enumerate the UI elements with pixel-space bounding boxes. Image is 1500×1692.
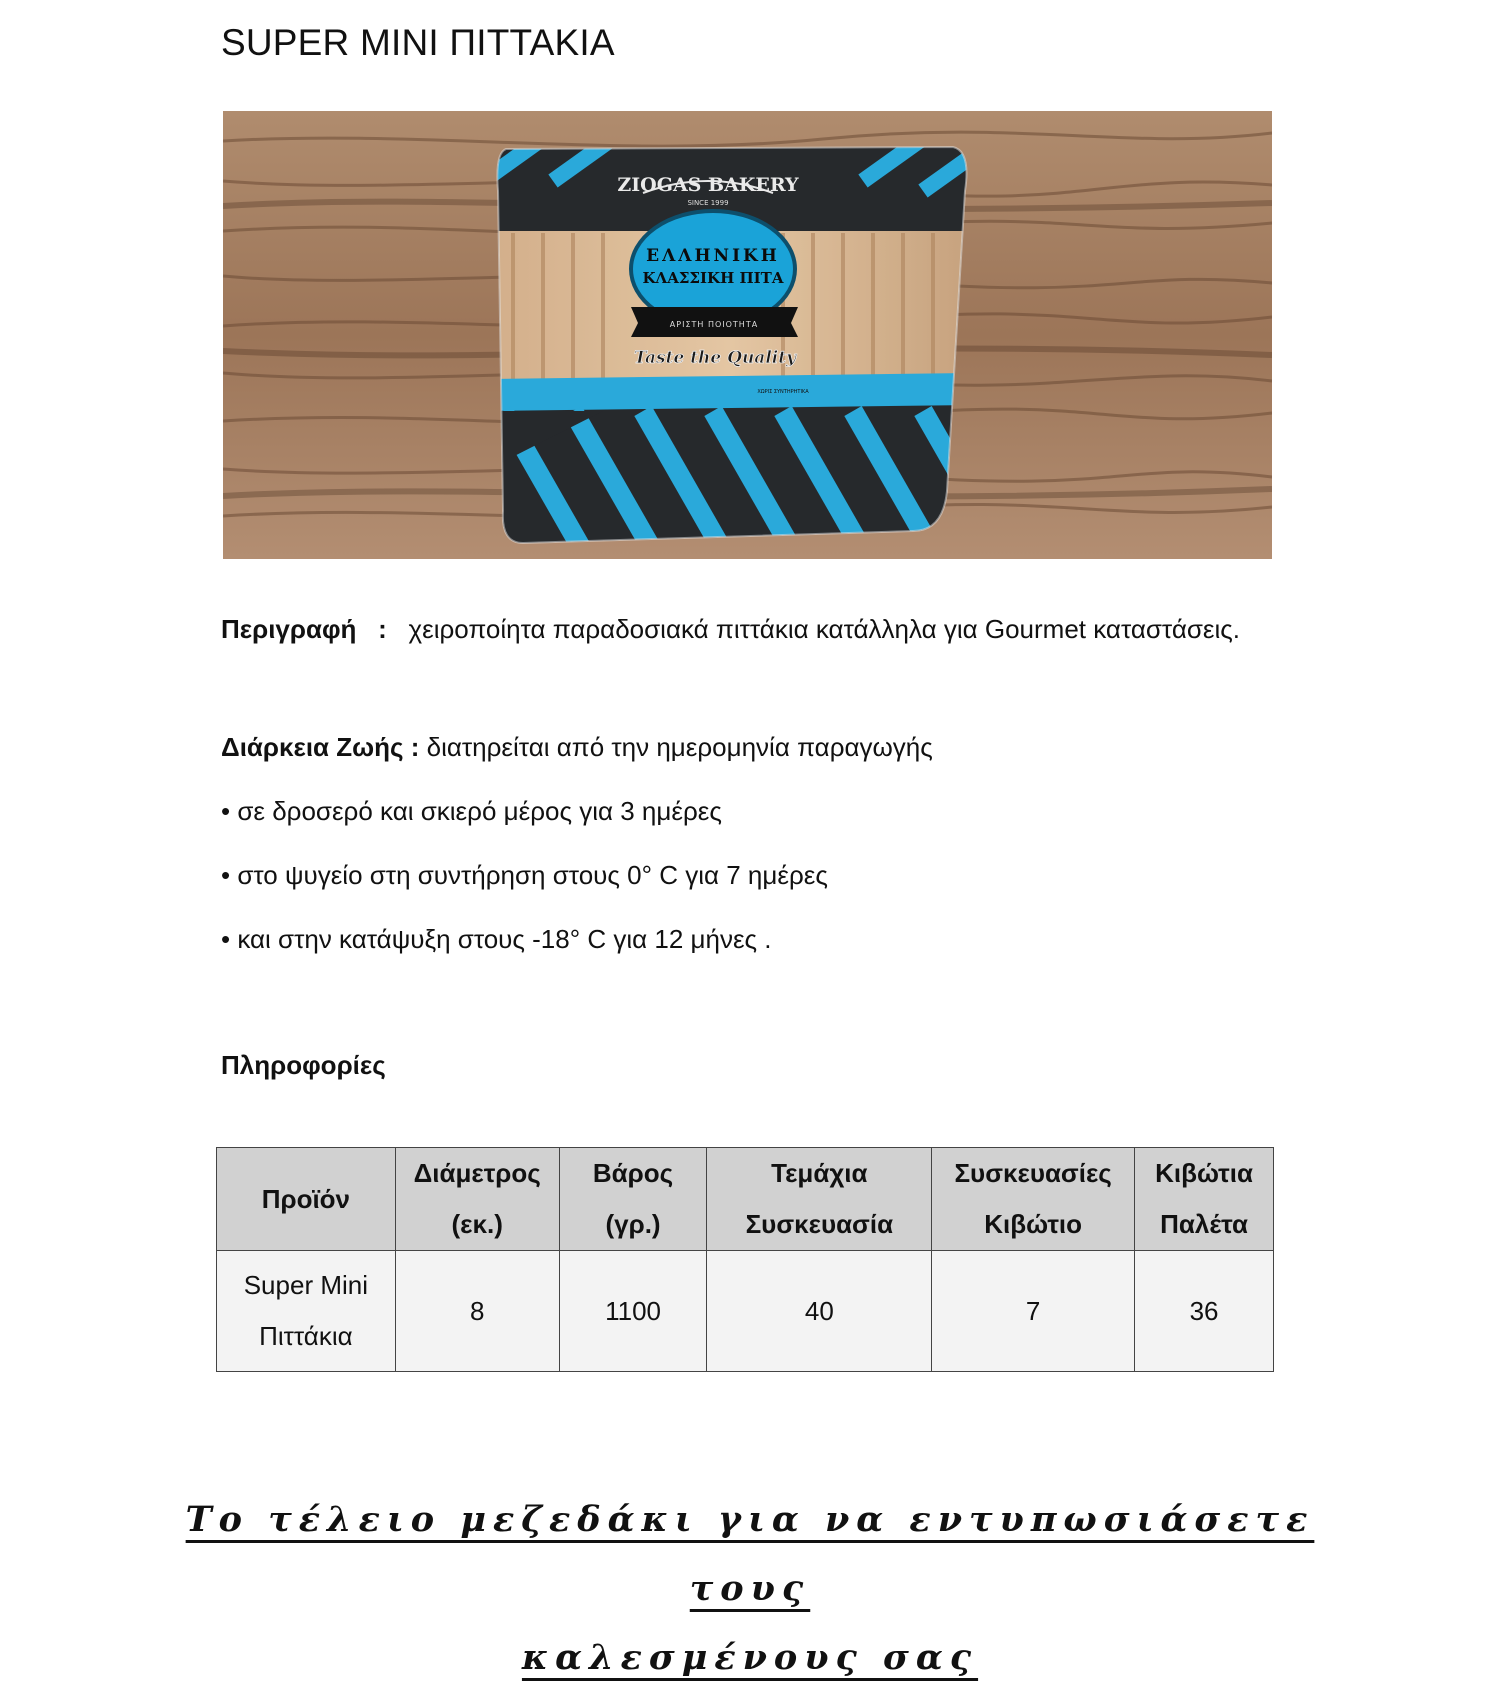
description-text: χειροποίητα παραδοσιακά πιττάκια κατάλληλα για Gourmet καταστάσεις. <box>408 614 1241 644</box>
cell-weight: 1100 <box>559 1251 707 1372</box>
slogan <box>150 1485 1350 1692</box>
header-packs-per-box: Συσκευασίες Κιβώτιο <box>932 1148 1135 1251</box>
badge-line-2: ΚΛΑΣΣΙΚΗ ΠΙΤΑ <box>642 269 784 287</box>
product-photo <box>223 111 1272 559</box>
description-label: Περιγραφή <box>221 614 357 644</box>
cell-packs-per-box: 7 <box>932 1251 1135 1372</box>
shelf-life-item: • στο ψυγείο στη συντήρηση στους 0° C για 7 ημέρες <box>221 860 828 890</box>
info-heading: Πληροφορίες <box>221 1050 386 1080</box>
slogan-line-2: καλεσμένους σας <box>521 1637 979 1678</box>
page-title: SUPER MINI ΠΙΤΤΑΚΙΑ <box>221 22 615 63</box>
shelf-life-item: • σε δροσερό και σκιερό μέρος για 3 ημέρες <box>221 796 722 826</box>
brand-logo-text: ZIOGAS BAKERY <box>617 174 799 196</box>
header-boxes-per-pallet: Κιβώτια Παλέτα <box>1135 1148 1274 1251</box>
small-print-text: ΧΩΡΙΣ ΣΥΝΤΗΡΗΤΙΚΑ <box>757 389 809 395</box>
shelf-life-line <box>221 732 933 763</box>
table-row <box>217 1251 1274 1372</box>
header-diameter: Διάμετρος (εκ.) <box>395 1148 559 1251</box>
header-product: Προϊόν <box>217 1148 396 1251</box>
cell-pieces-per-pack: 40 <box>707 1251 932 1372</box>
slogan-line-1: Το τέλειο μεζεδάκι για να εντυπωσιάσετε τους <box>185 1499 1315 1609</box>
cell-boxes-per-pallet: 36 <box>1135 1251 1274 1372</box>
badge-line-1: ΕΛΛΗΝΙΚΗ <box>646 246 780 266</box>
description-paragraph <box>221 597 1272 661</box>
header-pieces-per-pack: Τεμάχια Συσκευασία <box>707 1148 932 1251</box>
product-info-table <box>216 1147 1274 1372</box>
badge-ribbon-text: ΑΡΙΣΤΗ ΠΟΙΟΤΗΤΑ <box>669 320 759 329</box>
shelf-life-label: Διάρκεια Ζωής : <box>221 732 420 762</box>
table-header-row <box>217 1148 1274 1251</box>
description-separator: : <box>378 614 387 644</box>
cell-diameter: 8 <box>395 1251 559 1372</box>
shelf-life-item: • και στην κατάψυξη στους -18° C για 12 μήνες . <box>221 924 772 954</box>
cell-product: Super Mini Πιττάκια <box>217 1251 396 1372</box>
tagline-text: Taste the Quality <box>634 348 796 368</box>
header-weight: Βάρος (γρ.) <box>559 1148 707 1251</box>
brand-since-text: SINCE 1999 <box>687 199 729 207</box>
shelf-life-text: διατηρείται από την ημερομηνία παραγωγής <box>426 732 933 762</box>
